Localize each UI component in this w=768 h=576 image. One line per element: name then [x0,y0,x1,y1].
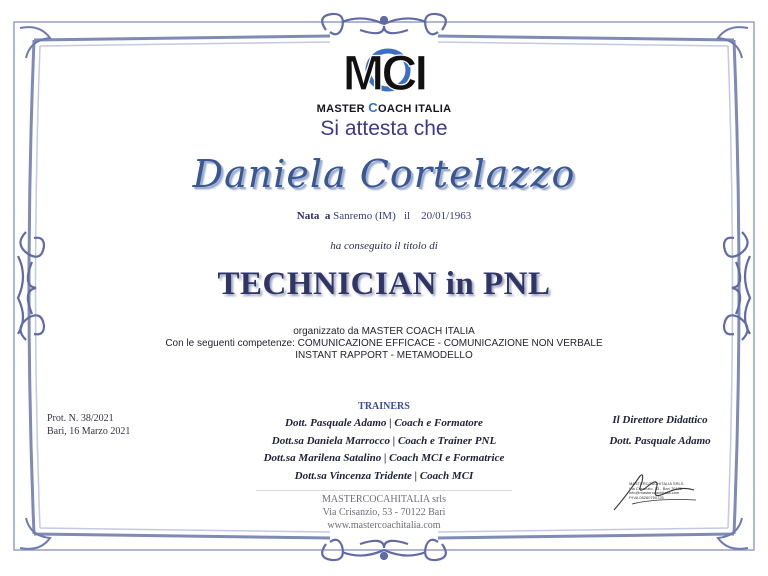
achieved-text: ha conseguito il titolo di [330,240,438,252]
trainers-heading: TRAINERS [358,401,410,412]
protocol-number: Prot. N. 38/2021 [47,413,114,424]
trainer-item: Dott.sa Vincenza Tridente | Coach MCI [294,470,474,482]
birth-label: Nata [296,210,320,222]
logo-caption-c: C [368,100,378,115]
trainer-item: Dott. Pasquale Adamo | Coach e Formatore [285,417,483,429]
birth-prep: a [324,210,331,222]
competences-line-1: Con le seguenti competenze: COMUNICAZIONE EFFICACE - COMUNICAZIONE NON VERBALE [165,338,603,349]
logo-caption [0,100,768,115]
divider [256,490,512,491]
competences-block [0,326,768,362]
company-name: MASTERCOCAHITALIA srls [322,494,446,505]
trainer-item: Dott.sa Marilena Satalino | Coach MCI e Formatrice [263,452,505,464]
stamp-line-4: P.IVA 08260760725 [629,494,664,500]
stamp-line-3: info@mastercoachitalia.com [629,490,680,495]
birth-info [0,210,768,222]
company-website: www.mastercoachitalia.com [327,520,441,531]
logo-letters: MCI [342,45,426,101]
stamp-text [629,482,683,500]
director-role: Il Direttore Didattico [612,414,708,426]
birth-date-prep: il [403,210,411,222]
recipient-name: Daniela Cortelazzo [192,152,576,196]
logo-caption-prefix: MASTER [316,103,369,115]
stamp-line-1: MASTERCOACHITALIA SRLS [629,481,684,486]
certificate-title: TECHNICIAN in PNL [217,266,551,302]
company-address: Via Crisanzio, 53 - 70122 Bari [322,507,446,518]
competences-line-2: INSTANT RAPPORT - METAMODELLO [295,350,473,361]
birth-place: Sanremo (IM) [333,210,396,222]
intro-text: Si attesta che [320,117,448,140]
protocol-place-date: Bari, 16 Marzo 2021 [47,426,131,437]
organized-by: organizzato da MASTER COACH ITALIA [293,326,475,337]
stamp-line-2: Via Crisanzio, 53 - Bari 70122 [629,485,683,491]
top-ornament [322,14,446,34]
trainer-item: Dott.sa Daniela Marrocco | Coach e Trainer PNL [271,435,497,447]
logo-caption-rest: OACH ITALIA [377,103,452,115]
director-name: Dott. Pasquale Adamo [609,435,711,447]
birth-date: 20/01/1963 [421,210,472,222]
